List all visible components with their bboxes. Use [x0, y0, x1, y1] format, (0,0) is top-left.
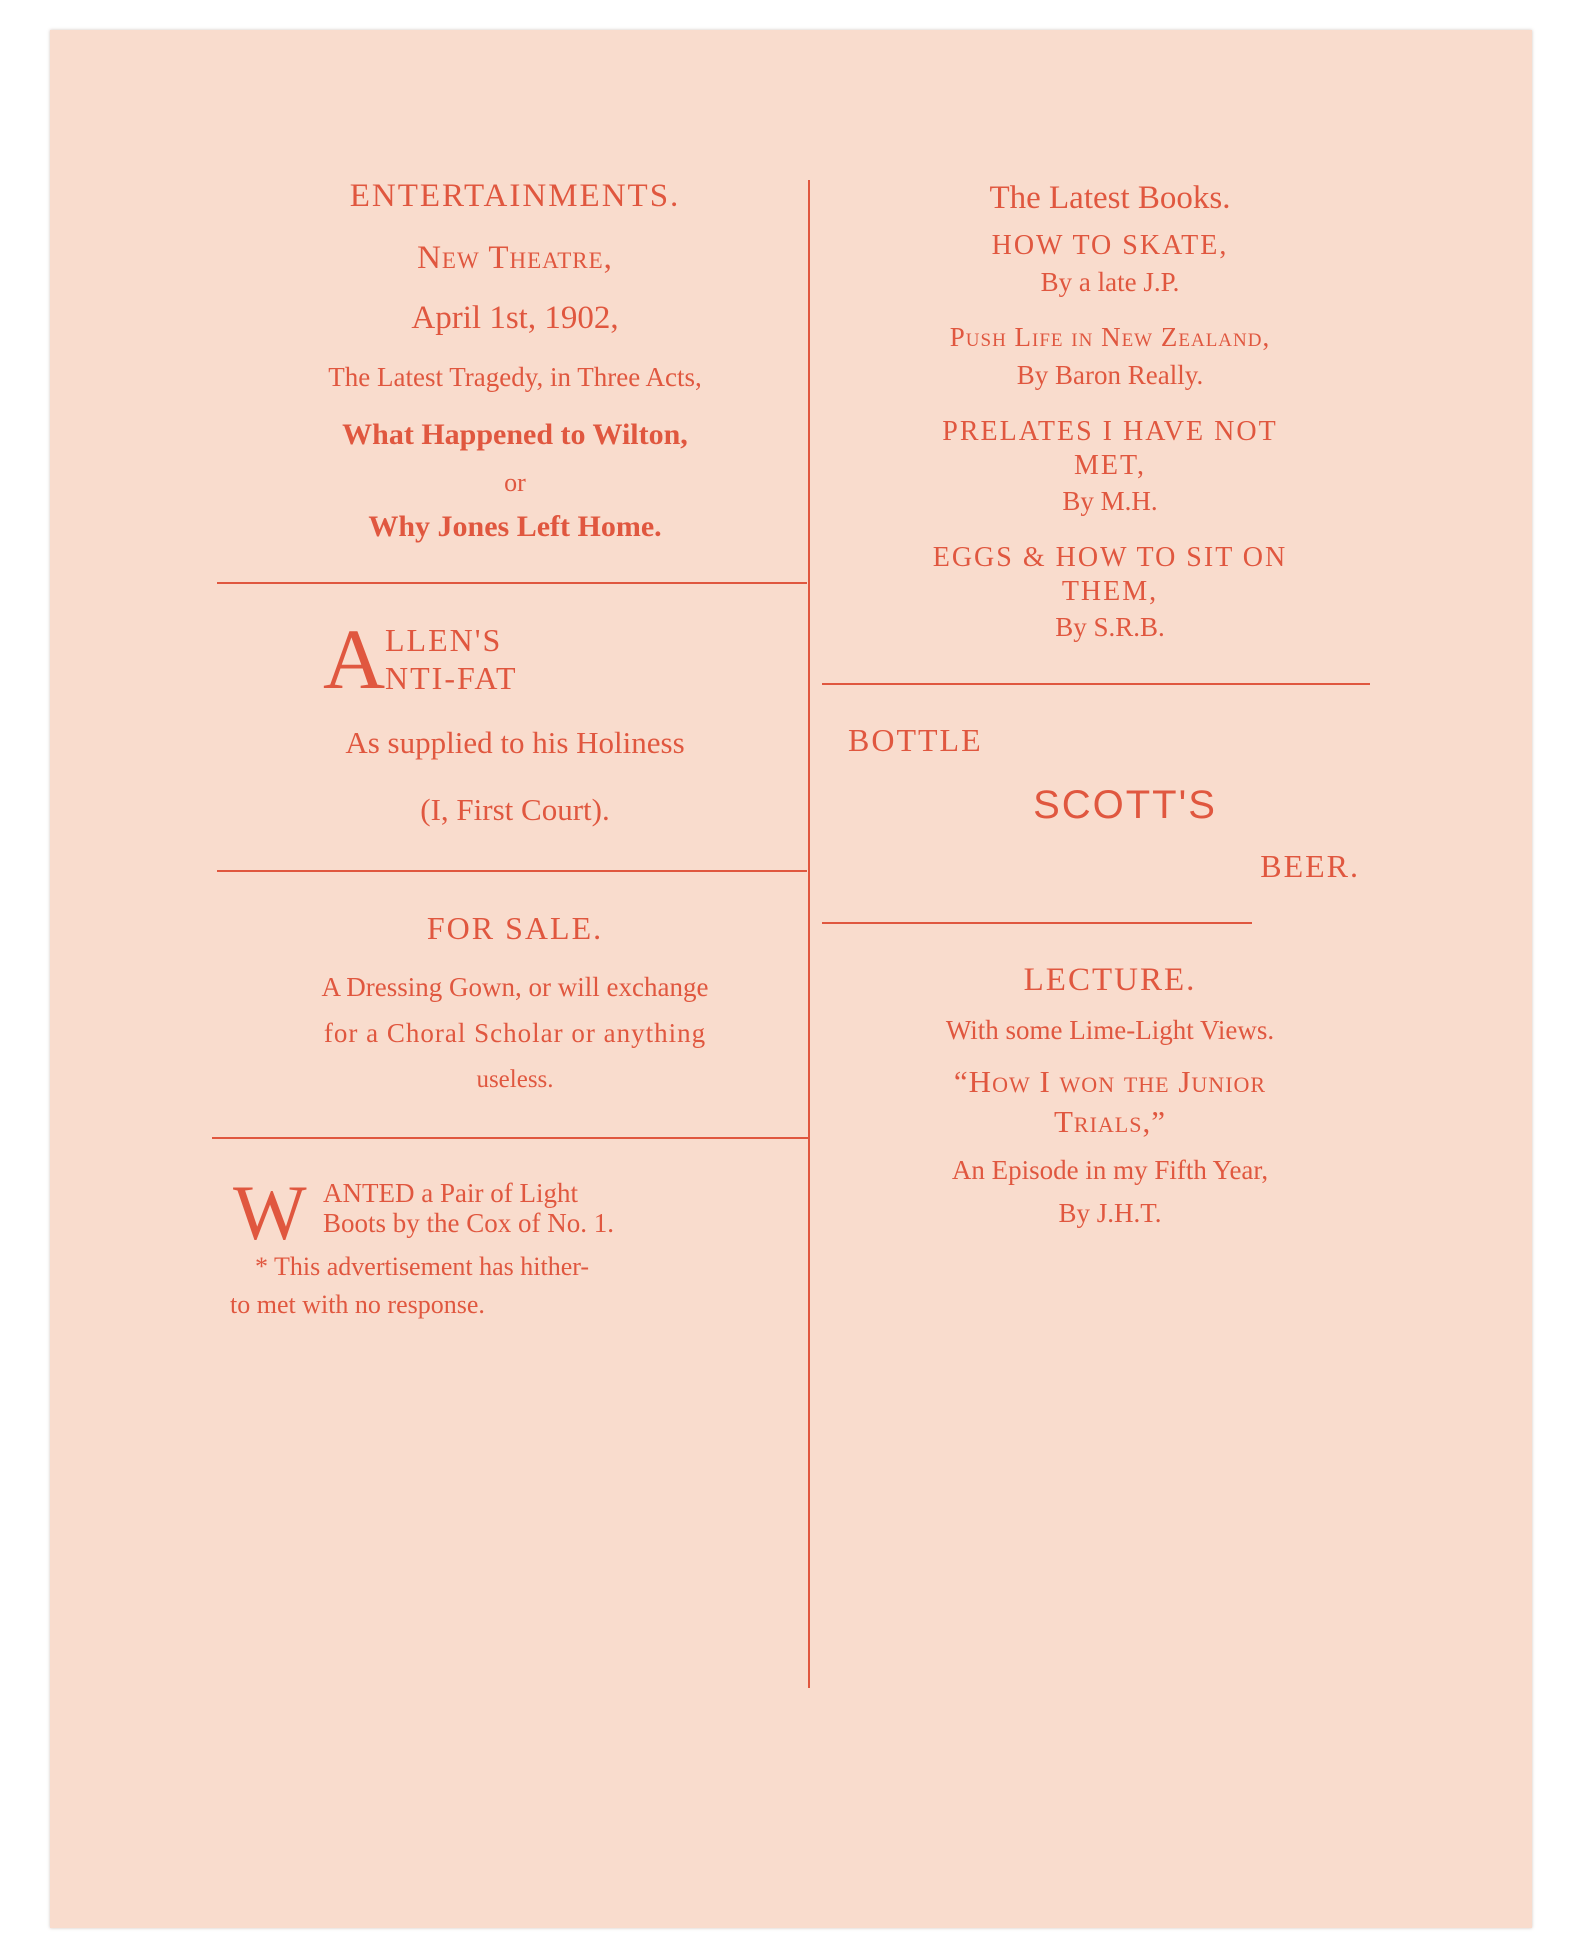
bottle-text: BOTTLE [848, 722, 983, 758]
book-title-continued: THEM, [1061, 576, 1159, 607]
for-sale-line2: for a Choral Scholar or anything [323, 1018, 707, 1048]
books-heading: The Latest Books. [989, 180, 1231, 216]
wanted-line1: ANTED a Pair of Light [323, 1178, 578, 1208]
book-author: By a late J.P. [1040, 267, 1180, 297]
book-title: PRELATES I HAVE NOT [942, 416, 1278, 447]
divider [212, 1137, 810, 1139]
anti-fat-line2: NTI-FAT [385, 660, 518, 696]
lecture-views: With some Lime-Light Views. [945, 1015, 1275, 1045]
wanted-line2: Boots by the Cox of No. 1. [323, 1208, 615, 1238]
lecture-episode: An Episode in my Fifth Year, [951, 1155, 1269, 1185]
book-title: HOW TO SKATE, [991, 230, 1229, 261]
divider [217, 870, 807, 872]
book-title: EGGS & HOW TO SIT ON [932, 542, 1288, 573]
left-column [215, 0, 815, 1956]
play-subtitle: Why Jones Left Home. [368, 510, 662, 543]
for-sale-line3: useless. [476, 1066, 554, 1093]
brand-text: SCOTT'S [1033, 783, 1217, 827]
wanted-note2: to met with no response. [230, 1290, 485, 1319]
book-author: By M.H. [1062, 486, 1158, 516]
book-title: Push Life in New Zealand, [949, 322, 1271, 352]
anti-fat-drop-letter: A [323, 611, 386, 707]
book-author: By Baron Really. [1016, 360, 1204, 390]
wanted-ad [215, 1169, 815, 1256]
for-sale-line1: A Dressing Gown, or will exchange [321, 972, 709, 1002]
book-title-continued: MET, [1073, 450, 1147, 481]
divider [822, 683, 1370, 685]
lecture-title: “How I won the Junior [953, 1064, 1267, 1099]
column-divider [808, 180, 810, 1688]
wanted-note1: * This advertisement has hither- [255, 1252, 590, 1281]
lecture-heading: LECTURE. [1023, 962, 1197, 998]
court-text: (I, First Court). [420, 792, 610, 827]
venue: New Theatre, [417, 240, 613, 276]
entertainments-heading: ENTERTAINMENTS. [349, 178, 681, 214]
play-title: What Happened to Wilton, [342, 418, 688, 451]
divider [822, 922, 1252, 924]
divider [217, 582, 807, 584]
for-sale-heading: FOR SALE. [426, 910, 604, 946]
lecture-author: By J.H.T. [1058, 1198, 1162, 1228]
anti-fat-line1: LLEN'S [385, 622, 503, 658]
play-description: The Latest Tragedy, in Three Acts, [328, 362, 702, 392]
date: April 1st, 1902, [411, 300, 619, 336]
book-author: By S.R.B. [1055, 612, 1165, 642]
beer-text: BEER. [1260, 848, 1360, 884]
anti-fat-title [215, 611, 815, 707]
lecture-title-continued: Trials,” [1053, 1104, 1166, 1139]
supplied-text: As supplied to his Holiness [345, 725, 685, 760]
right-column [840, 0, 1380, 1956]
wanted-drop-letter: W [233, 1169, 307, 1256]
or-text: or [504, 468, 526, 497]
